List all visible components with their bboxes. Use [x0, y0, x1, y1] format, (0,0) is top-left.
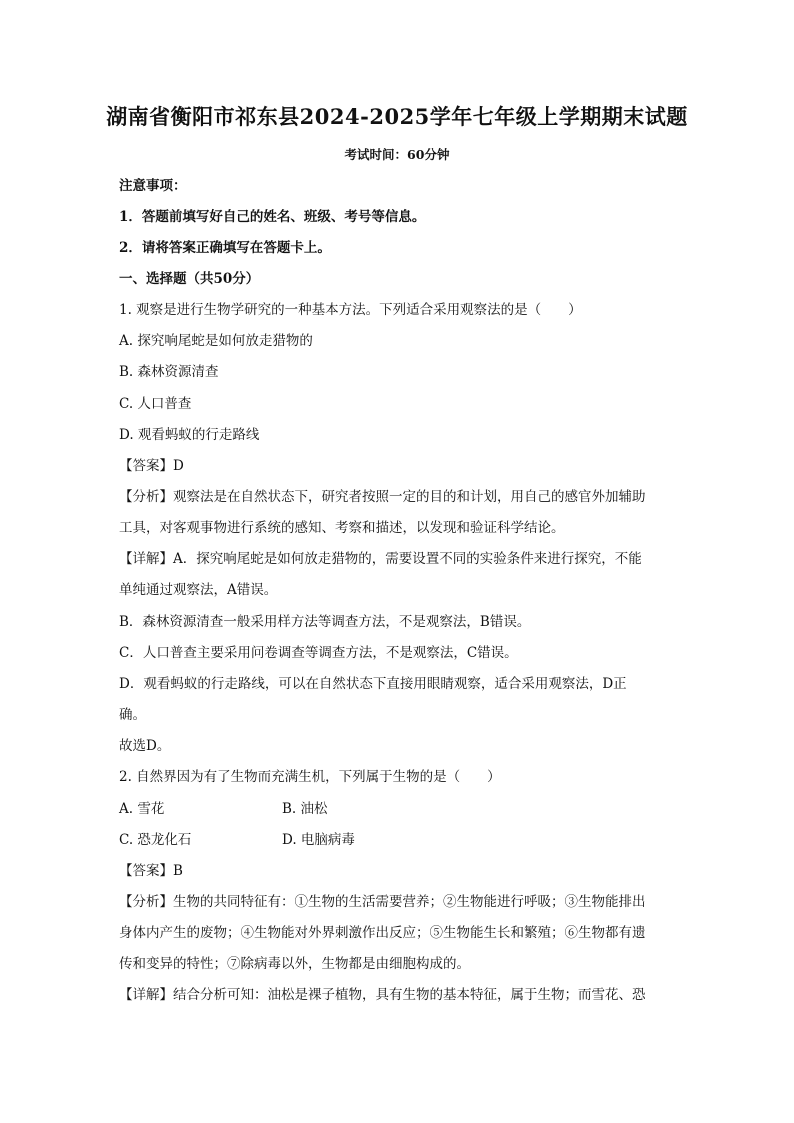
question-stem: 1. 观察是进行生物学研究的一种基本方法。下列适合采用观察法的是（ ） — [119, 302, 582, 318]
detail-line: C．人口普查主要采用问卷调查等调查方法，不是观察法，C错误。 — [119, 645, 518, 661]
notice-heading: 注意事项： — [119, 178, 187, 194]
detail-line: 单纯通过观察法，A错误。 — [119, 582, 278, 598]
detail-line: D．观看蚂蚁的行走路线，可以在自然状态下直接用眼睛观察，适合采用观察法，D正 — [119, 676, 627, 692]
question-option: A. 雪花 — [119, 801, 165, 817]
analysis-line: 【分析】生物的共同特征有：①生物的生活需要营养；②生物能进行呼吸；③生物能排出 — [119, 894, 646, 910]
detail-line: 【详解】A．探究响尾蛇是如何放走猎物的，需要设置不同的实验条件来进行探究，不能 — [119, 551, 642, 567]
question-option: C. 恐龙化石 — [119, 832, 192, 848]
question-option: C. 人口普查 — [119, 396, 192, 412]
detail-line: 【详解】结合分析可知：油松是裸子植物，具有生物的基本特征，属于生物；而雪花、恐 — [119, 987, 646, 1003]
analysis-line: 工具，对客观事物进行系统的感知、考察和描述，以发现和验证科学结论。 — [119, 520, 565, 536]
detail-line: 确。 — [119, 707, 146, 723]
question-option: B. 森林资源清查 — [119, 364, 219, 380]
question-option: A. 探究响尾蛇是如何放走猎物的 — [119, 333, 313, 349]
question-stem: 2. 自然界因为有了生物而充满生机，下列属于生物的是（ ） — [119, 769, 501, 785]
question-option: D. 电脑病毒 — [282, 832, 355, 848]
exam-time: 考试时间：60分钟 — [344, 147, 450, 162]
analysis-line: 【分析】观察法是在自然状态下，研究者按照一定的目的和计划，用自己的感官外加辅助 — [119, 489, 646, 505]
section-heading: 一、选择题（共50分） — [119, 271, 260, 287]
question-option: B. 油松 — [282, 801, 328, 817]
detail-line: 故选D。 — [119, 738, 171, 754]
document-title: 湖南省衡阳市祁东县2024-2025学年七年级上学期期末试题 — [106, 104, 688, 129]
analysis-line: 身体内产生的废物；④生物能对外界刺激作出反应；⑤生物能生长和繁殖；⑥生物都有遗 — [119, 925, 646, 941]
answer-line: 【答案】D — [119, 458, 184, 474]
notice-item: 1．答题前填写好自己的姓名、班级、考号等信息。 — [119, 209, 426, 225]
question-option: D. 观看蚂蚁的行走路线 — [119, 427, 260, 443]
analysis-line: 传和变异的特性；⑦除病毒以外，生物都是由细胞构成的。 — [119, 956, 470, 972]
notice-item: 2．请将答案正确填写在答题卡上。 — [119, 240, 331, 256]
answer-line: 【答案】B — [119, 863, 183, 879]
detail-line: B．森林资源清查一般采用样方法等调查方法，不是观察法，B错误。 — [119, 614, 531, 630]
